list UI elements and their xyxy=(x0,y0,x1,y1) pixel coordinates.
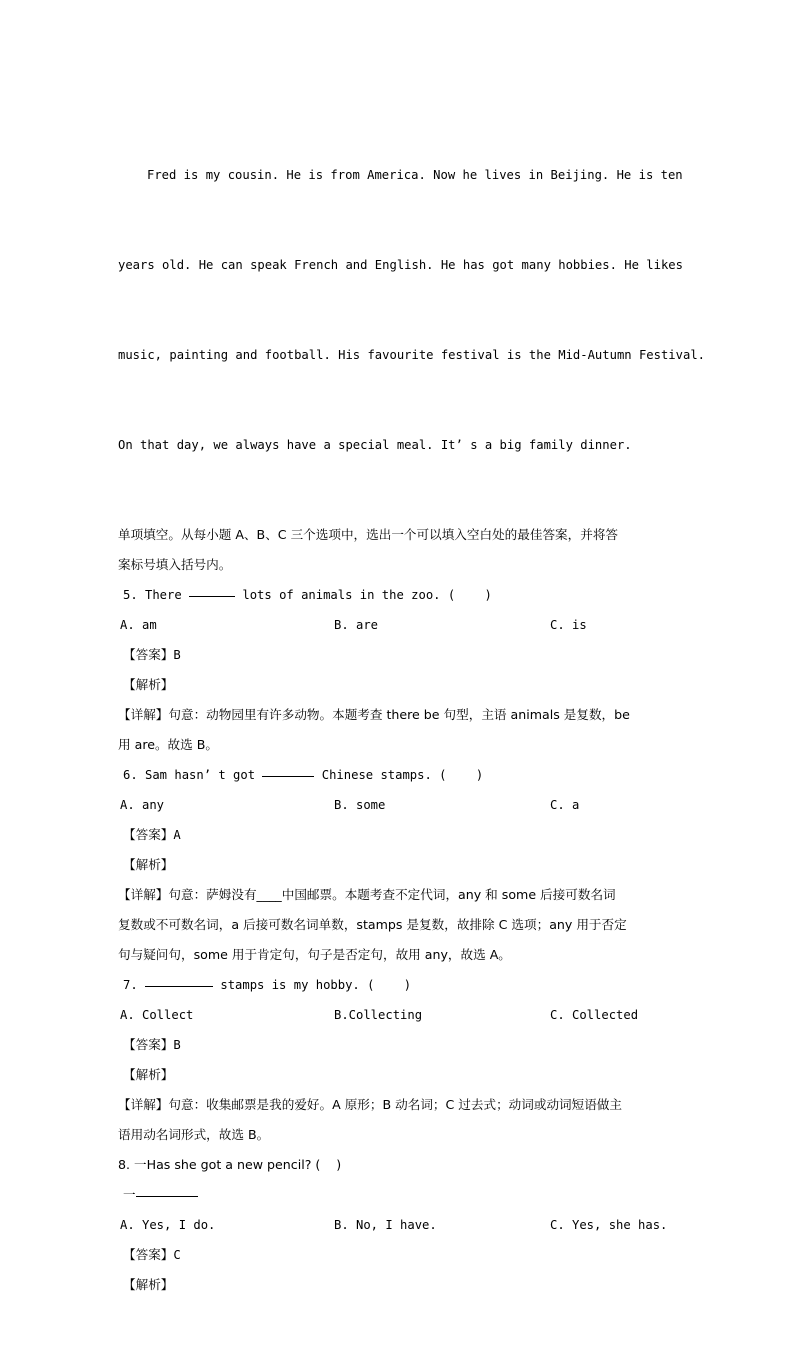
passage-line-4: On that day, we always have a special meal. It’ s a big family dinner. xyxy=(118,438,632,452)
question-5-answer-row xyxy=(118,640,682,670)
question-8-response-dash: 一 xyxy=(123,1187,136,1202)
question-6-analysis-label: 【解析】 xyxy=(123,857,174,872)
question-5-detail-line-1: 【详解】句意：动物园里有许多动物。本题考查 there be 句型，主语 animals 是复数，be xyxy=(118,707,630,722)
question-7-stem xyxy=(118,970,682,1000)
question-6-detail-line-1: 【详解】句意：萨姆没有____中国邮票。本题考查不定代词，any 和 some 后接可数名词 xyxy=(118,887,616,902)
question-8-option-c[interactable]: C. Yes, she has. xyxy=(550,1218,668,1232)
reading-passage xyxy=(118,100,705,520)
question-8-answer-value: C xyxy=(173,1248,181,1262)
passage-line-1: Fred is my cousin. He is from America. Now he lives in Beijing. He is ten xyxy=(147,168,683,182)
question-7-option-b[interactable]: B.Collecting xyxy=(334,1008,423,1022)
question-6-option-b[interactable]: B. some xyxy=(334,798,386,812)
question-8-stem: 8. 一Has she got a new pencil? ( ) xyxy=(118,1157,342,1172)
question-6-stem xyxy=(118,760,682,790)
question-7-analysis-label: 【解析】 xyxy=(123,1067,174,1082)
question-8-analysis-label: 【解析】 xyxy=(123,1277,174,1292)
question-6-answer-row xyxy=(118,820,682,850)
answer-label: 【答案】 xyxy=(123,1037,174,1052)
question-5-blank[interactable] xyxy=(189,586,235,597)
question-8-options xyxy=(118,1210,682,1240)
question-6-stem-before: 6. Sam hasn’ t got xyxy=(123,768,263,782)
question-7-answer-row xyxy=(118,1030,682,1060)
question-5-option-c[interactable]: C. is xyxy=(550,618,587,632)
question-7-detail-line-2: 语用动名词形式，故选 B。 xyxy=(118,1127,270,1142)
question-8-blank[interactable] xyxy=(136,1186,198,1197)
instruction-line-1: 单项填空。从每小题 A、B、C 三个选项中，选出一个可以填入空白处的最佳答案，并将答 xyxy=(118,527,619,542)
question-5-stem-before: 5. There xyxy=(123,588,190,602)
question-6-detail-line-3: 句与疑问句，some 用于肯定句，句子是否定句，故用 any，故选 A。 xyxy=(118,947,511,962)
question-5-analysis-label: 【解析】 xyxy=(123,677,174,692)
passage-line-2: years old. He can speak French and English. He has got many hobbies. He likes xyxy=(118,258,683,272)
instruction-line-2: 案标号填入括号内。 xyxy=(118,557,232,572)
passage-line-3: music, painting and football. His favourite festival is the Mid-Autumn Festival. xyxy=(118,348,705,362)
question-8-response-line xyxy=(118,1180,682,1210)
question-5-options xyxy=(118,610,682,640)
question-6-options xyxy=(118,790,682,820)
document-content xyxy=(118,100,705,1300)
question-5-detail-line-2: 用 are。故选 B。 xyxy=(118,737,218,752)
question-7-answer-value: B xyxy=(173,1038,181,1052)
question-7-stem-before: 7. xyxy=(123,978,146,992)
question-7-options xyxy=(118,1000,682,1030)
question-5-stem-after: lots of animals in the zoo. ( ) xyxy=(235,588,492,602)
question-6-option-c[interactable]: C. a xyxy=(550,798,580,812)
answer-label: 【答案】 xyxy=(123,647,174,662)
question-5-option-a[interactable]: A. am xyxy=(120,618,157,632)
answer-label: 【答案】 xyxy=(123,1247,174,1262)
answer-label: 【答案】 xyxy=(123,827,174,842)
question-7-blank[interactable] xyxy=(145,976,213,987)
question-7-option-c[interactable]: C. Collected xyxy=(550,1008,639,1022)
question-5-option-b[interactable]: B. are xyxy=(334,618,379,632)
question-6-option-a[interactable]: A. any xyxy=(120,798,165,812)
question-7-option-a[interactable]: A. Collect xyxy=(120,1008,194,1022)
question-8-option-b[interactable]: B. No, I have. xyxy=(334,1218,437,1232)
question-6-stem-after: Chinese stamps. ( ) xyxy=(314,768,484,782)
question-6-answer-value: A xyxy=(173,828,181,842)
question-7-stem-after: stamps is my hobby. ( ) xyxy=(213,978,412,992)
question-6-detail-line-2: 复数或不可数名词，a 后接可数名词单数，stamps 是复数，故排除 C 选项；any 用于否定 xyxy=(118,917,627,932)
question-5-answer-value: B xyxy=(173,648,181,662)
question-8-option-a[interactable]: A. Yes, I do. xyxy=(120,1218,216,1232)
question-5-stem xyxy=(118,580,682,610)
question-6-blank[interactable] xyxy=(262,766,314,777)
question-8-answer-row xyxy=(118,1240,682,1270)
question-7-detail-line-1: 【详解】句意：收集邮票是我的爱好。A 原形；B 动名词；C 过去式；动词或动词短语做主 xyxy=(118,1097,623,1112)
